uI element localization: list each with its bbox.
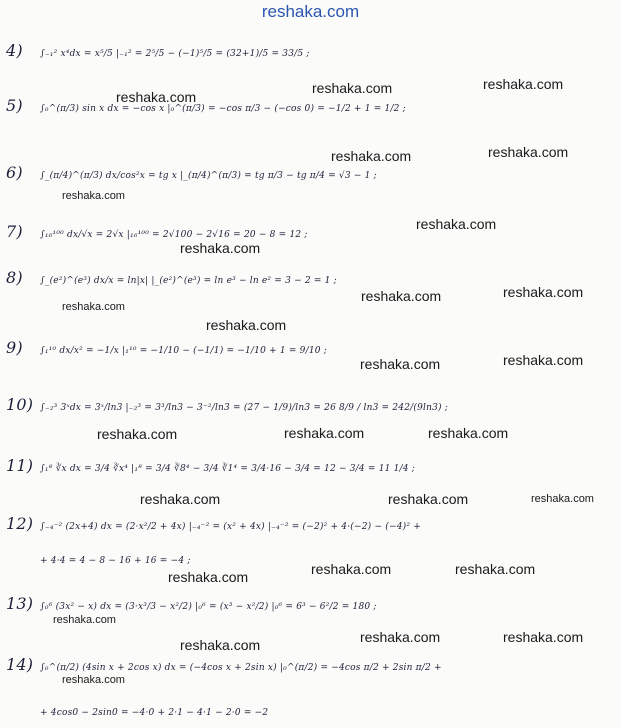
problem-solution: ∫₋₂³ 3ˣdx = 3ˣ/ln3 |₋₂³ = 3³/ln3 − 3⁻²/ln3 = (27 − 1/9)/ln3 = 26 8/9 / ln3 = 242/(9ln3) ; (40, 403, 449, 413)
problem-7 (6, 221, 616, 246)
watermark: reshaka.com (62, 301, 125, 313)
watermark: reshaka.com (483, 76, 564, 92)
watermark: reshaka.com (388, 491, 469, 507)
problem-number: 13) (6, 594, 34, 613)
watermark: reshaka.com (503, 352, 584, 368)
watermark: reshaka.com (531, 493, 594, 505)
watermark: reshaka.com (312, 80, 393, 96)
problem-11 (6, 455, 616, 480)
watermark: reshaka.com (503, 629, 584, 645)
watermark: reshaka.com (62, 674, 125, 686)
watermark: reshaka.com (140, 491, 221, 507)
problem-solution: ∫_(e²)^(e³) dx/x = ln|x| |_(e²)^(e³) = ln e³ − ln e² = 3 − 2 = 1 ; (40, 276, 337, 286)
problem-solution: ∫₀⁶ (3x² − x) dx = (3·x³/3 − x²/2) |₀⁶ = (x³ − x²/2) |₀⁶ = 6³ − 6²/2 = 180 ; (40, 602, 377, 612)
watermark: reshaka.com (168, 569, 249, 585)
problem-number: 6) (6, 163, 23, 182)
problem-solution: ∫₁₆¹⁰⁰ dx/√x = 2√x |₁₆¹⁰⁰ = 2√100 − 2√16 = 20 − 8 = 12 ; (40, 230, 308, 240)
watermark: reshaka.com (416, 216, 497, 232)
watermark: reshaka.com (53, 614, 116, 626)
problem-solution: ∫₀^(π/2) (4sin x + 2cos x) dx = (−4cos x + 2sin x) |₀^(π/2) = −4cos π/2 + 2sin π/2 + (40, 663, 442, 673)
problem-number: 12) (6, 514, 34, 533)
watermark: reshaka.com (503, 284, 584, 300)
problem-solution: + 4cos0 − 2sin0 = −4·0 + 2·1 − 4·1 − 2·0 = −2 (40, 708, 269, 718)
site-header[interactable]: reshaka.com (261, 2, 360, 21)
problem-number: 4) (6, 41, 23, 60)
watermark: reshaka.com (284, 425, 365, 441)
watermark: reshaka.com (488, 144, 569, 160)
problem-12 (6, 513, 616, 538)
watermark: reshaka.com (116, 89, 197, 105)
problem-5 (6, 95, 616, 120)
problem-14-continued (6, 702, 616, 724)
problem-solution: ∫₋₁² x⁴dx = x⁵/5 |₋₁² = 2⁵/5 − (−1)⁵/5 = (32+1)/5 = 33/5 ; (40, 49, 310, 59)
watermark: reshaka.com (97, 426, 178, 442)
watermark: reshaka.com (311, 561, 392, 577)
watermark: reshaka.com (360, 356, 441, 372)
watermark: reshaka.com (180, 240, 261, 256)
watermark: reshaka.com (361, 288, 442, 304)
watermark: reshaka.com (331, 148, 412, 164)
problem-number: 14) (6, 655, 34, 674)
problem-6 (6, 162, 616, 187)
watermark: reshaka.com (206, 317, 287, 333)
problem-number: 7) (6, 222, 23, 241)
problem-4 (6, 40, 616, 65)
problem-number: 11) (6, 456, 34, 475)
problem-10 (6, 394, 616, 419)
watermark: reshaka.com (455, 561, 536, 577)
problem-solution: ∫_(π/4)^(π/3) dx/cos²x = tg x |_(π/4)^(π/3) = tg π/3 − tg π/4 = √3 − 1 ; (40, 171, 377, 181)
watermark: reshaka.com (180, 637, 261, 653)
problem-solution: ∫₁¹⁰ dx/x² = −1/x |₁¹⁰ = −1/10 − (−1/1) = −1/10 + 1 = 9/10 ; (40, 346, 327, 356)
watermark: reshaka.com (360, 629, 441, 645)
problem-solution: ∫₋₄⁻² (2x+4) dx = (2·x²/2 + 4x) |₋₄⁻² = (x² + 4x) |₋₄⁻² = (−2)² + 4·(−2) − (−4)² + (40, 522, 421, 532)
problem-number: 10) (6, 395, 34, 414)
problem-solution: ∫₁⁸ ∛x dx = 3/4 ∛x⁴ |₁⁸ = 3/4 ∛8⁴ − 3/4 ∛1⁴ = 3/4·16 − 3/4 = 12 − 3/4 = 11 1/4 ; (40, 464, 415, 474)
problem-number: 9) (6, 338, 23, 357)
problem-number: 5) (6, 96, 23, 115)
problem-solution: ∫₀^(π/3) sin x dx = −cos x |₀^(π/3) = −cos π/3 − (−cos 0) = −1/2 + 1 = 1/2 ; (40, 104, 406, 114)
problem-number: 8) (6, 268, 23, 287)
watermark: reshaka.com (62, 190, 125, 202)
problem-solution: + 4·4 = 4 − 8 − 16 + 16 = −4 ; (40, 556, 191, 566)
watermark: reshaka.com (428, 425, 509, 441)
